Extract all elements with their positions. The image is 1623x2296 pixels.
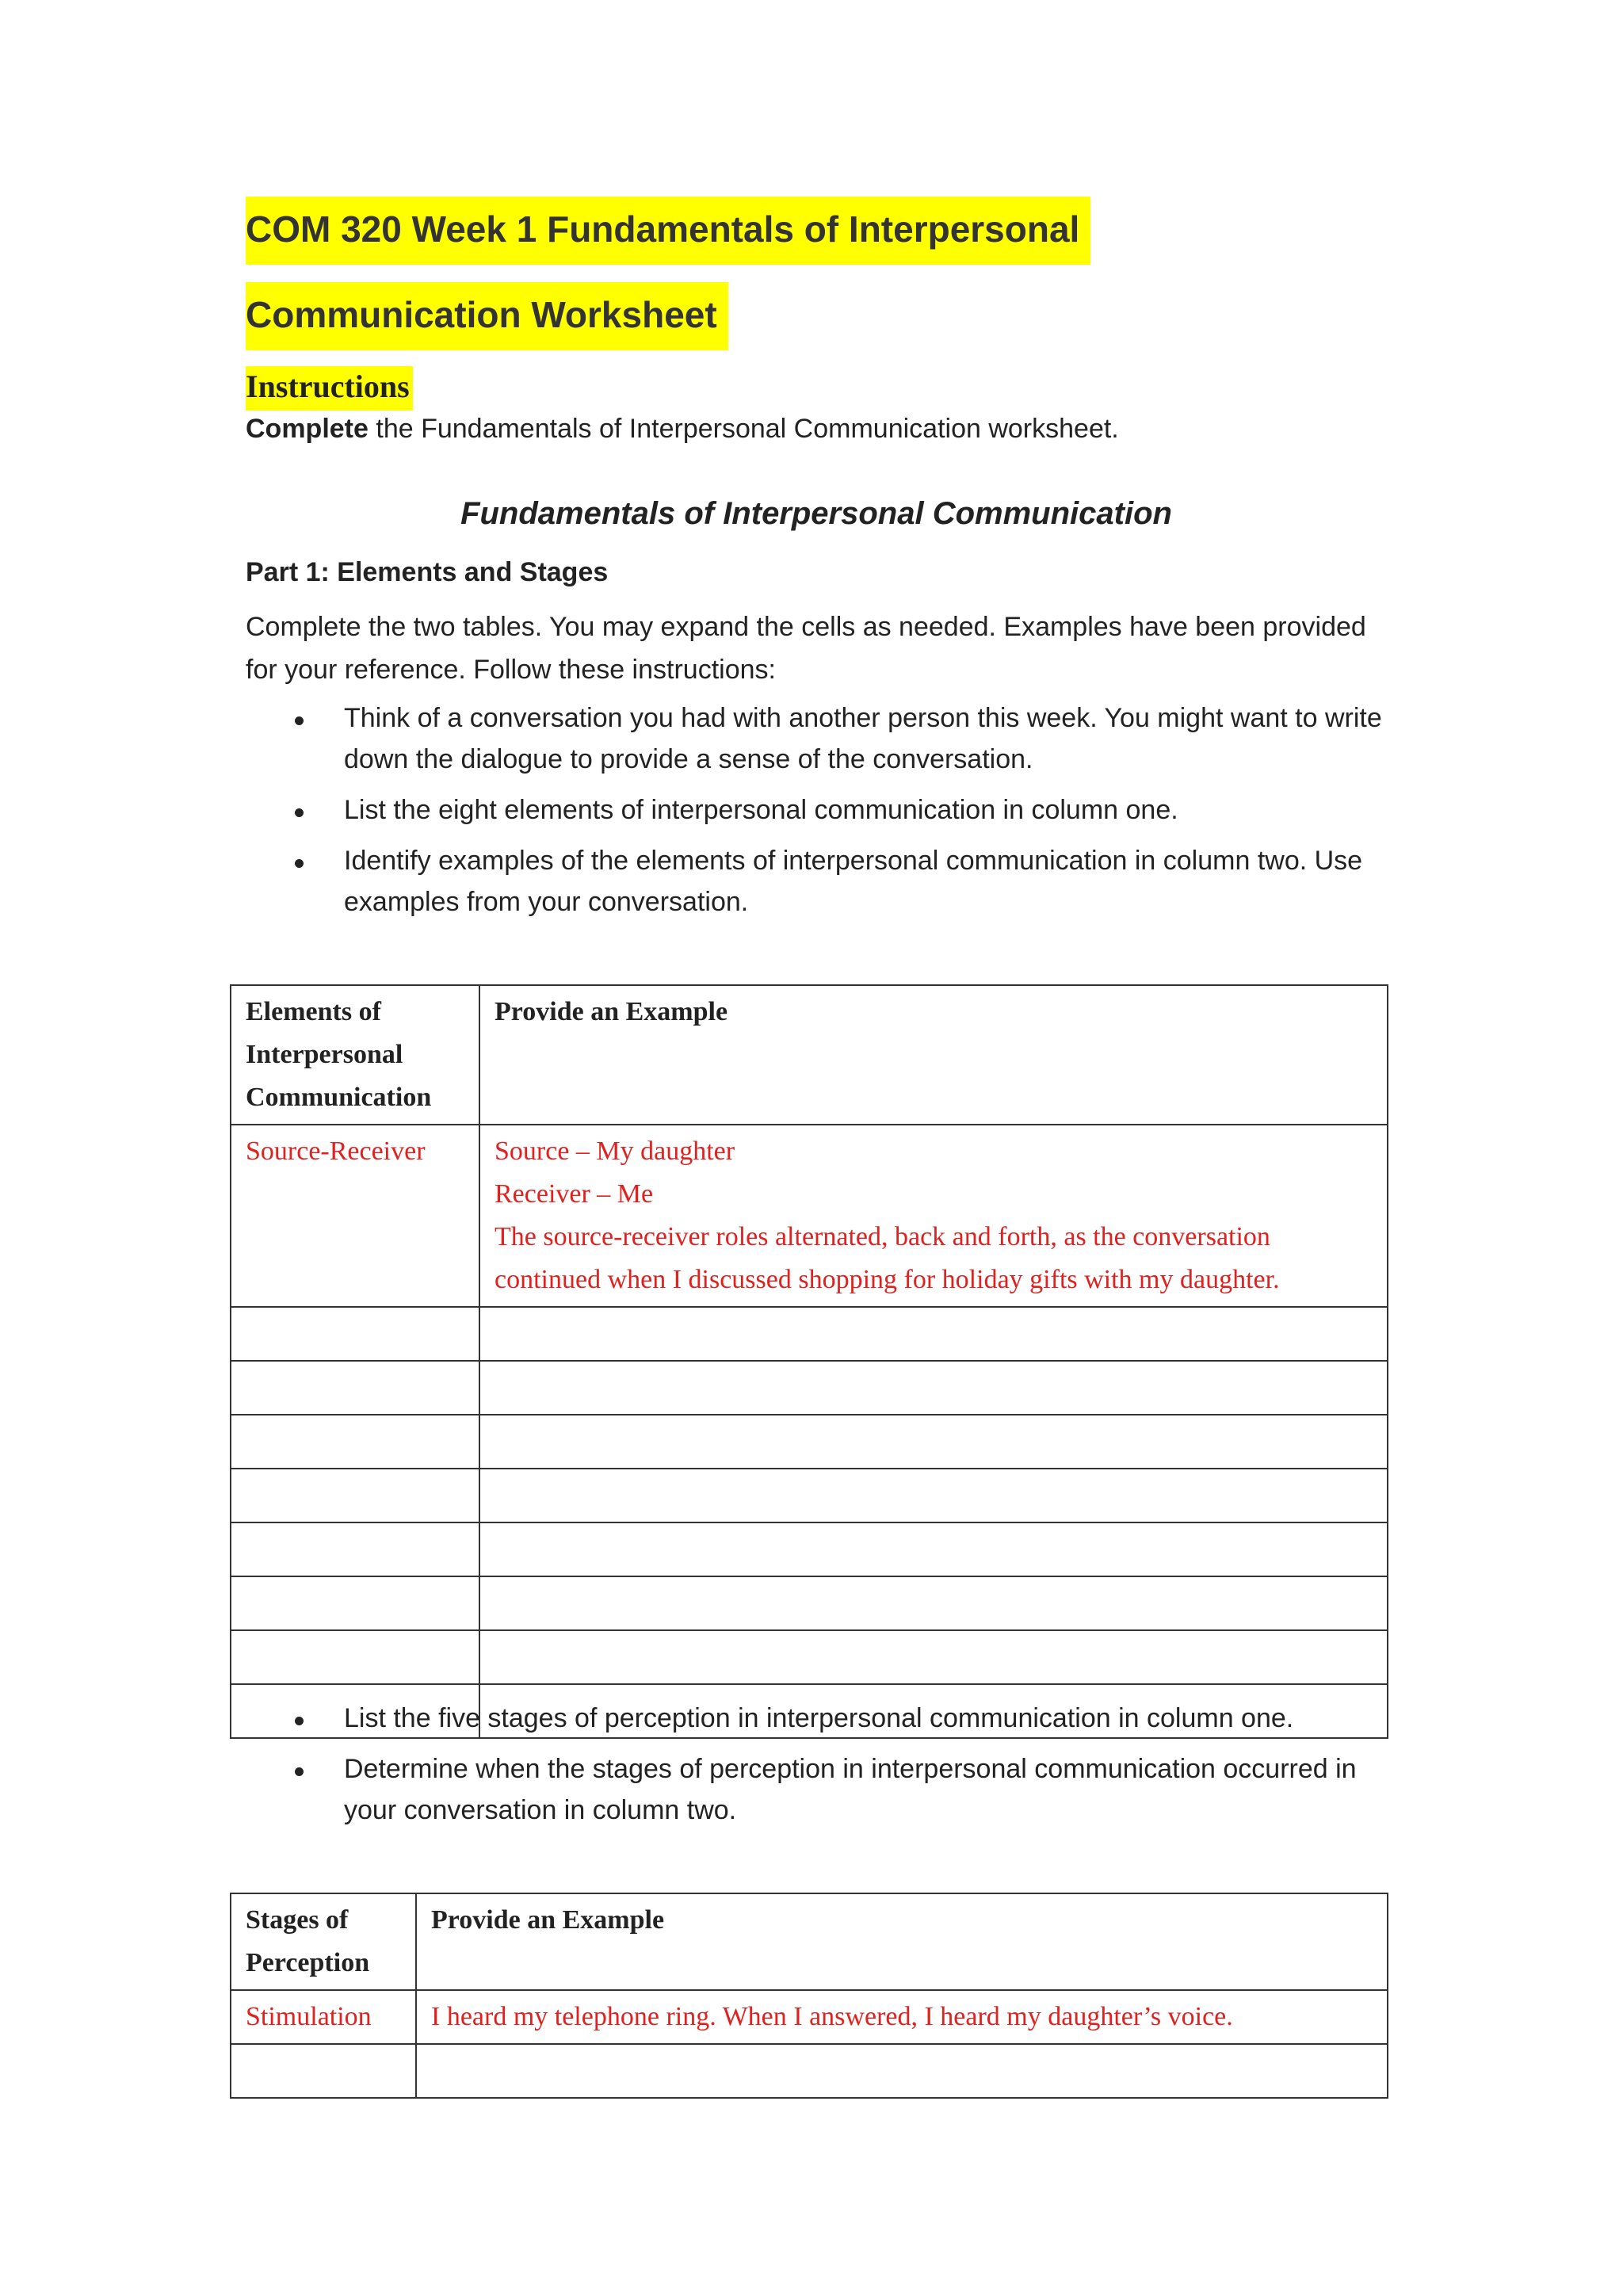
example-cell[interactable] [479,1415,1388,1469]
bullet-icon [295,716,304,725]
element-cell[interactable] [231,1469,479,1522]
instructions-text [246,415,1119,442]
stage-cell[interactable] [231,2044,416,2098]
part1-bullet-list [246,697,1387,932]
elements-table [230,984,1388,1739]
example-cell[interactable] [479,1684,1388,1738]
element-cell[interactable] [231,1415,479,1469]
list-item [246,840,1387,923]
table-row [231,1630,1388,1684]
instructions-bold-word: Complete [246,414,369,444]
table-row [231,1415,1388,1469]
element-cell[interactable] [231,1522,479,1576]
header-line: Interpersonal [246,1040,403,1069]
instructions-heading: Instructions [246,366,413,411]
element-cell[interactable] [231,1630,479,1684]
part1-intro: Complete the two tables. You may expand the cells as needed. Examples have been provided for your reference. Follow these instructions: [246,612,1366,685]
bullet-text: List the eight elements of interpersonal communication in column one. [344,795,1178,825]
example-text-cell[interactable] [479,1125,1388,1307]
table-row [231,1522,1388,1576]
table-row [231,1125,1388,1307]
bullet-text: Determine when the stages of perception in interpersonal communication occurred in your conversation in column two. [344,1754,1357,1825]
example-cell[interactable] [479,1576,1388,1630]
example-line: Receiver – Me [495,1179,654,1209]
element-cell[interactable] [231,1684,479,1738]
example-text-cell[interactable]: I heard my telephone ring. When I answered, I heard my daughter’s voice. [416,1990,1388,2044]
header-line: Elements of [246,997,381,1026]
instructions-rest: the Fundamentals of Interpersonal Communication worksheet. [368,414,1119,444]
table-row [231,1361,1388,1415]
list-item [246,697,1387,780]
example-cell[interactable] [479,1307,1388,1361]
header-example: Provide an Example [416,1893,1388,1990]
header-example: Provide an Example [479,985,1388,1125]
part1-heading: Part 1: Elements and Stages [246,557,609,587]
example-cell[interactable] [479,1361,1388,1415]
example-line: The source-receiver roles alternated, back and forth, as the conversation continued when I discussed shopping for holiday gifts with my daughter. [495,1222,1280,1294]
title-line-2: Communication Worksheet [246,282,728,350]
table-row [231,1684,1388,1738]
element-cell[interactable] [231,1307,479,1361]
section-title: Fundamentals of Interpersonal Communication [460,496,1172,531]
stages-table [230,1893,1388,2099]
example-cell[interactable] [416,2044,1388,2098]
header-line: Perception [246,1948,370,1977]
table-header-row [231,1893,1388,1990]
header-line: Stages of [246,1905,349,1935]
element-cell[interactable] [231,1576,479,1630]
table-row [231,1576,1388,1630]
example-cell[interactable] [479,1469,1388,1522]
header-stages [231,1893,416,1990]
list-item [246,1748,1387,1831]
bullet-icon [295,1767,304,1776]
list-item [246,789,1387,831]
bullet-icon [295,808,304,817]
table-row [231,1469,1388,1522]
example-stage-cell[interactable]: Stimulation [231,1990,416,2044]
element-cell[interactable] [231,1361,479,1415]
table-header-row [231,985,1388,1125]
example-cell[interactable] [479,1630,1388,1684]
bullet-text: List the five stages of perception in interpersonal communication in column one. [344,1703,1294,1733]
example-line: Source – My daughter [495,1137,735,1166]
table-row [231,1307,1388,1361]
header-elements [231,985,479,1125]
header-line: Communication [246,1083,432,1112]
bullet-text: Think of a conversation you had with another person this week. You might want to write down the dialogue to provide a sense of the conversation. [344,703,1382,774]
example-cell[interactable] [479,1522,1388,1576]
bullet-text: Identify examples of the elements of interpersonal communication in column two. Use examples from your conversation. [344,846,1363,917]
bullet-icon [295,859,304,868]
table-row [231,1990,1388,2044]
example-element-cell[interactable]: Source-Receiver [231,1125,479,1307]
title-line-1: COM 320 Week 1 Fundamentals of Interpersonal [246,197,1090,265]
table-row [231,2044,1388,2098]
